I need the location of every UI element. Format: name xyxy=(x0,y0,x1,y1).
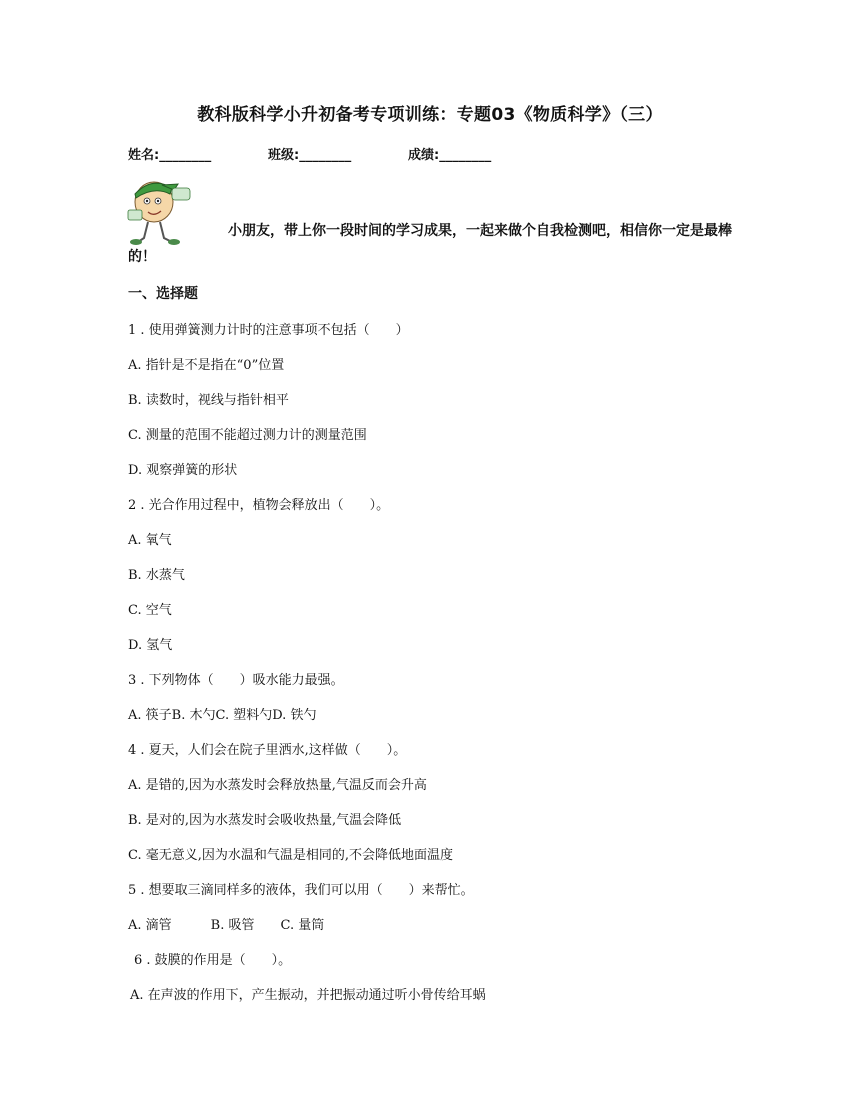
question-4: 4 . 夏天，人们会在院子里洒水,这样做（ ）。 xyxy=(128,743,407,758)
question-1-option-b: B. 读数时，视线与指针相平 xyxy=(128,393,289,408)
class-field: 班级:________ xyxy=(268,148,352,163)
question-3: 3 . 下列物体（ ）吸水能力最强。 xyxy=(128,673,344,688)
page-title: 教科版科学小升初备考专项训练：专题03《物质科学》（三） xyxy=(197,105,663,125)
question-1-option-c: C. 测量的范围不能超过测力计的测量范围 xyxy=(128,428,367,443)
question-2-option-c: C. 空气 xyxy=(128,603,172,618)
question-1-option-a: A. 指针是不是指在“0”位置 xyxy=(128,358,285,373)
question-2: 2 . 光合作用过程中，植物会释放出（ ）。 xyxy=(128,498,390,513)
section-heading: 一、选择题 xyxy=(128,286,198,302)
name-field: 姓名:________ xyxy=(128,148,212,163)
question-4-option-b: B. 是对的,因为水蒸发时会吸收热量,气温会降低 xyxy=(128,813,402,828)
question-6: 6 . 鼓膜的作用是（ ）。 xyxy=(134,953,292,968)
question-3-options: A. 筷子B. 木勺C. 塑料勺D. 铁勺 xyxy=(128,708,317,723)
question-2-option-d: D. 氢气 xyxy=(128,638,173,653)
question-1-option-d: D. 观察弹簧的形状 xyxy=(128,463,238,478)
question-2-option-a: A. 氧气 xyxy=(128,533,172,548)
score-field: 成绩:________ xyxy=(408,148,492,163)
question-1: 1 . 使用弹簧测力计时的注意事项不包括（ ） xyxy=(128,323,409,338)
question-2-option-b: B. 水蒸气 xyxy=(128,568,185,583)
intro-paragraph: 小朋友，带上你一段时间的学习成果，一起来做个自我检测吧，相信你一定是最棒的！ xyxy=(128,223,732,265)
question-5-options: A. 滴管 B. 吸管 C. 量筒 xyxy=(128,918,325,933)
question-4-option-a: A. 是错的,因为水蒸发时会释放热量,气温反而会升高 xyxy=(128,778,427,793)
question-6-option-a: A. 在声波的作用下，产生振动，并把振动通过听小骨传给耳蜗 xyxy=(130,988,486,1003)
question-4-option-c: C. 毫无意义,因为水温和气温是相同的,不会降低地面温度 xyxy=(128,848,454,863)
question-5: 5 . 想要取三滴同样多的液体，我们可以用（ ）来帮忙。 xyxy=(128,883,474,898)
